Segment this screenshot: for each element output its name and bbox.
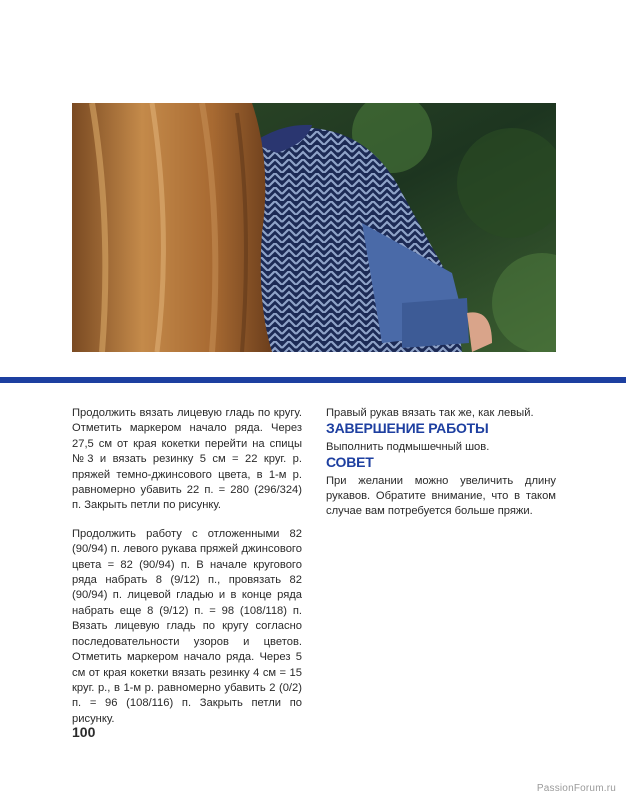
body-paragraph: Продолжить работу с отложенными 82 (90/94) п. левого рукава пряжей джинсового цвета = 82 (90/94) п. В начале кругового ряда набрать 8 (9/12) п., провязать 82 (90/94) п. лицевой гладью и в конце ряда набрать еще 8 (9/12) п. = 98 (108/118) п. Вязать лицевую гладь по кругу согласно последовательности узоров и цветов. Отметить маркером начало ряда. Через 5 см от края кокетки вязать резинку 4 см = 15 круг. р., в 1-м р. равномерно убавить 2 (0/2) п. = 96 (108/116) п. Закрыть петли по рисунку. (72, 527, 302, 725)
finishing-text: Выполнить подмышечный шов. (326, 440, 490, 453)
sweater-photo (72, 103, 556, 352)
accent-divider (0, 377, 626, 383)
section-heading-tip: СОВЕТ (326, 454, 374, 471)
section-heading-finishing: ЗАВЕРШЕНИЕ РАБОТЫ (326, 420, 489, 437)
sweater-photo-drawing (72, 103, 556, 352)
body-paragraph: Продолжить вязать лицевую гладь по кругу. Отметить маркером начало ряда. Через 27,5 см от края кокетки перейти на спицы №3 и вязать резинку 5 см = 22 круг. р. пряжей темно-джинсового цвета, в 1-м р. равномерно убавить 22 п. = 280 (296/324) п. Закрыть петли по рисунку. (72, 407, 302, 512)
tip-text: При желании можно увеличить длину рукавов. Обратите внимание, что в таком случае вам потребуется больше пряжи. (326, 474, 556, 518)
page-number: 100 (72, 724, 96, 740)
body-paragraph-continuation: Правый рукав вязать так же, как левый. (326, 407, 534, 419)
right-column (326, 406, 556, 520)
watermark: PassionForum.ru (536, 783, 616, 794)
left-column (72, 406, 302, 727)
